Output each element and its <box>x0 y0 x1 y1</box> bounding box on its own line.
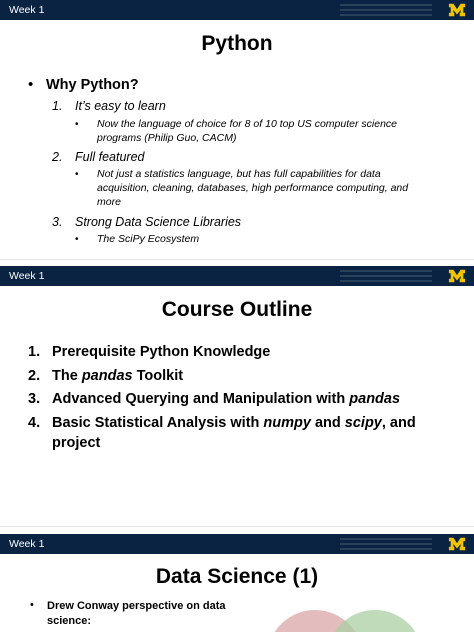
bullet-heading: Why Python? <box>46 77 139 93</box>
block-m-logo-icon <box>448 1 466 19</box>
slide-divider <box>0 526 474 527</box>
block-m-logo-icon <box>448 535 466 553</box>
institution-wordmark <box>340 535 432 553</box>
sub-item-line: more <box>97 196 121 208</box>
bullet-dot: • <box>30 599 34 611</box>
institution-wordmark <box>340 1 432 19</box>
outline-item-continuation: project <box>52 435 101 451</box>
block-m-logo-icon <box>448 267 466 285</box>
list-number: 2. <box>28 368 41 384</box>
outline-item: The pandas Toolkit <box>52 368 184 384</box>
bullet-text-line: Drew Conway perspective on data <box>47 600 226 612</box>
sub-bullet-dot: • <box>75 119 79 130</box>
slide-divider <box>0 259 474 260</box>
list-number: 1. <box>28 344 41 360</box>
list-number: 2. <box>52 150 63 164</box>
sub-item-line: Now the language of choice for 8 of 10 top US computer science <box>97 118 398 130</box>
list-number: 1. <box>52 99 63 113</box>
sub-bullet-dot: • <box>75 169 79 180</box>
institution-wordmark <box>340 267 432 285</box>
sub-bullet-dot: • <box>75 234 79 245</box>
week-label: Week 1 <box>9 4 45 16</box>
sub-item-line: programs (Philip Guo, CACM) <box>97 132 237 144</box>
bullet-text-line: science: <box>47 615 92 627</box>
slide-header-bar <box>0 266 474 286</box>
list-number: 3. <box>52 215 63 229</box>
list-item: Strong Data Science Libraries <box>75 215 242 229</box>
slide-title: Python <box>201 32 273 55</box>
outline-item: Prerequisite Python Knowledge <box>52 344 271 360</box>
venn-diagram <box>260 606 440 632</box>
sub-item-line: Not just a statistics language, but has full capabilities for data <box>97 168 381 180</box>
slide-title: Data Science (1) <box>155 565 319 588</box>
list-item: Full featured <box>75 150 145 164</box>
week-label: Week 1 <box>9 538 45 550</box>
sub-item-line: The SciPy Ecosystem <box>97 233 200 245</box>
sub-item-line: acquisition, cleaning, databases, high performance computing, and <box>97 182 409 194</box>
list-number: 3. <box>28 391 41 407</box>
slide-title: Course Outline <box>161 298 313 321</box>
list-number: 4. <box>28 415 41 431</box>
slide-header-bar <box>0 0 474 20</box>
bullet-dot: • <box>28 76 34 93</box>
outline-item: Advanced Querying and Manipulation with pandas <box>52 391 401 407</box>
week-label: Week 1 <box>9 270 45 282</box>
outline-item: Basic Statistical Analysis with numpy and scipy, and <box>52 415 416 431</box>
slide-header-bar <box>0 534 474 554</box>
list-item: It’s easy to learn <box>75 99 166 113</box>
